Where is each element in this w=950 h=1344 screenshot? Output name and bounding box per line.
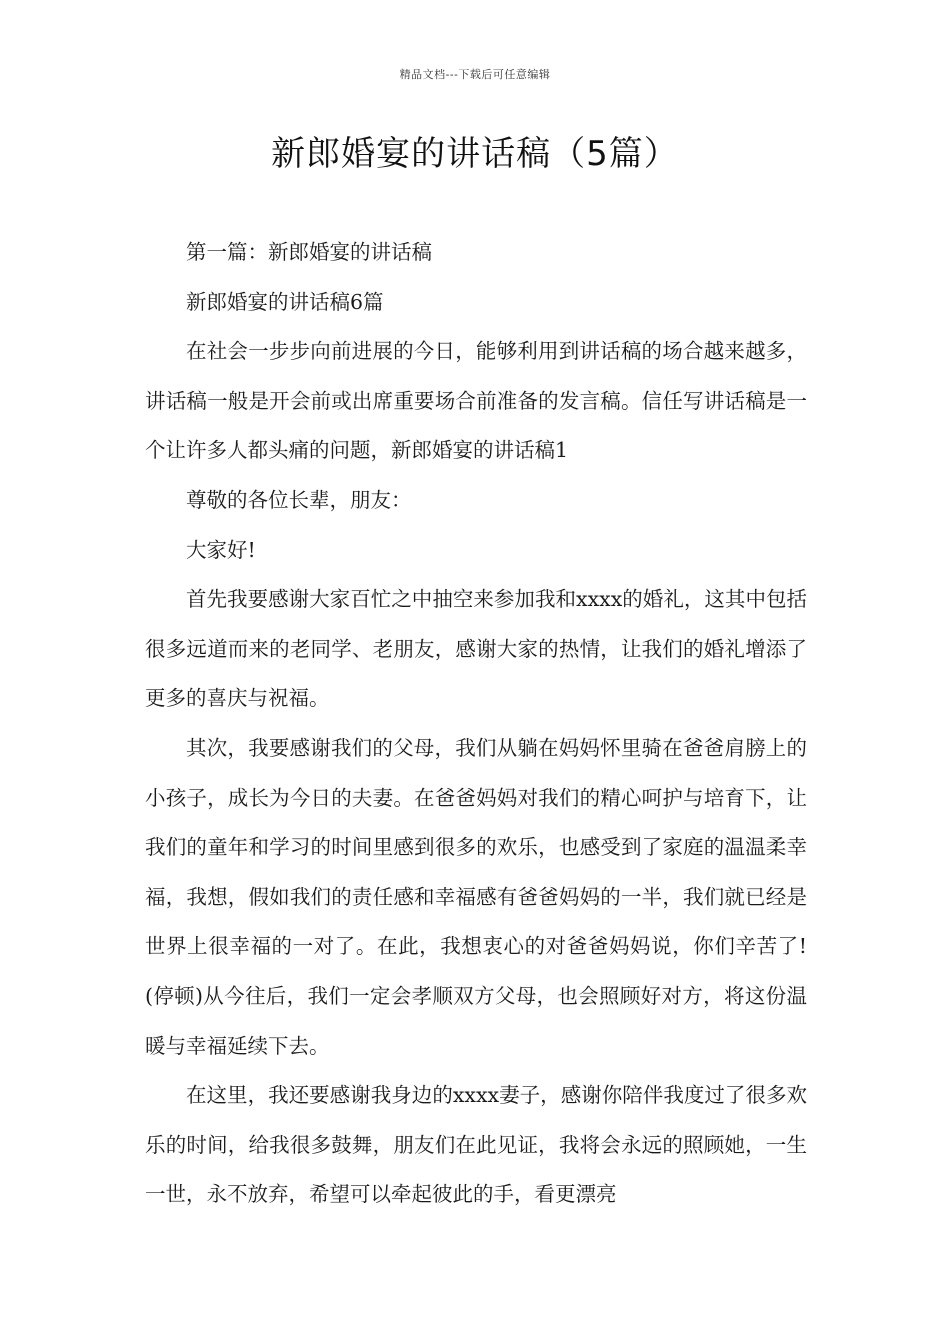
document-title: 新郎婚宴的讲话稿（5篇）	[271, 134, 679, 174]
paragraph: 其次，我要感谢我们的父母，我们从躺在妈妈怀里骑在爸爸肩膀上的小孩子，成长为今日的夫妻。在爸爸妈妈对我们的精心呵护与培育下，让我们的童年和学习的时间里感到很多的欢乐，也感受到了家庭的温温柔幸福，我想，假如我们的责任感和幸福感有爸爸妈妈的一半，我们就已经是世界上很幸福的一对了。在此，我想衷心的对爸爸妈妈说，你们辛苦了!(停顿)从今往后，我们一定会孝顺双方父母，也会照顾好对方，将这份温暖与幸福延续下去。	[145, 735, 807, 1058]
paragraph: 尊敬的各位长辈，朋友：	[186, 487, 412, 512]
document-body	[145, 228, 807, 1220]
paragraph: 大家好!	[186, 537, 256, 562]
paragraph: 在社会一步步向前进展的今日，能够利用到讲话稿的场合越来越多，讲话稿一般是开会前或出席重要场合前准备的发言稿。信任写讲话稿是一个让许多人都头痛的问题，新郎婚宴的讲话稿1	[145, 339, 807, 463]
header-note: 精品文档---下载后可任意编辑	[399, 68, 551, 81]
paragraph: 新郎婚宴的讲话稿6篇	[186, 289, 384, 314]
paragraph: 首先我要感谢大家百忙之中抽空来参加我和xxxx的婚礼，这其中包括很多远道而来的老同学、老朋友，感谢大家的热情，让我们的婚礼增添了更多的喜庆与祝福。	[145, 587, 807, 711]
paragraph: 第一篇：新郎婚宴的讲话稿	[186, 240, 432, 264]
paragraph: 在这里，我还要感谢我身边的xxxx妻子，感谢你陪伴我度过了很多欢乐的时间，给我很多鼓舞，朋友们在此见证，我将会永远的照顾她，一生一世，永不放弃，希望可以牵起彼此的手，看更漂亮	[145, 1083, 807, 1207]
